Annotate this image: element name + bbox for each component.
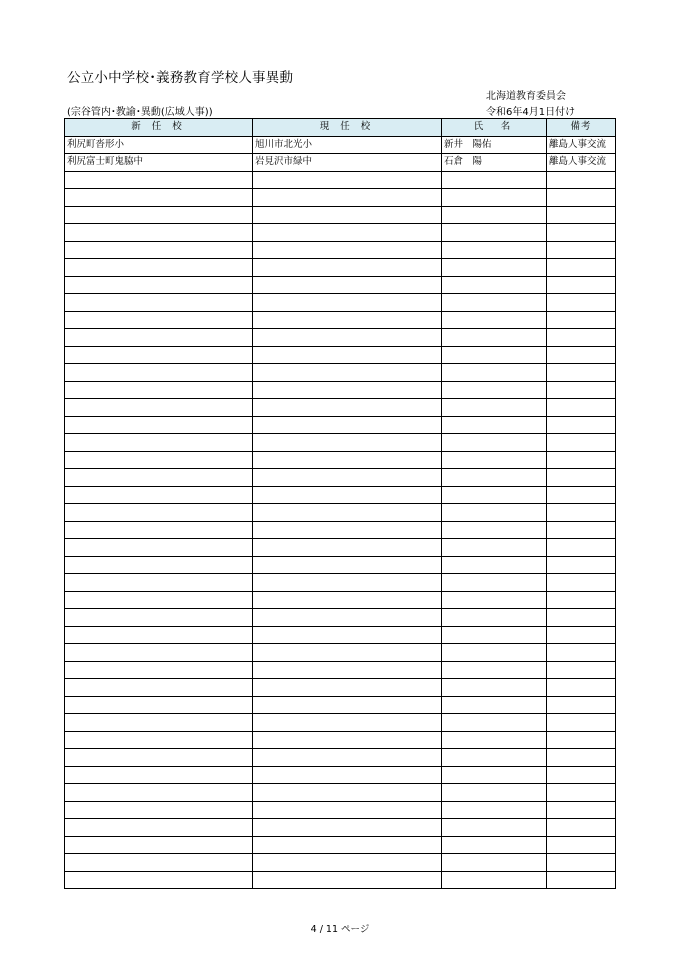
remarks-cell [547,521,616,539]
table-row [65,311,616,329]
name-cell [442,661,547,679]
table-row [65,224,616,242]
name-cell [442,591,547,609]
name-cell [442,784,547,802]
name-cell [442,434,547,452]
current-school-cell [253,206,442,224]
table-row [65,731,616,749]
name-cell [442,644,547,662]
remarks-cell [547,171,616,189]
new-school-cell [65,451,253,469]
name-cell [442,696,547,714]
name-cell [442,871,547,889]
name-cell [442,854,547,872]
current-school-cell [253,661,442,679]
name-cell [442,451,547,469]
document-title: 公立小中学校･義務教育学校人事異動 [67,70,294,86]
header-current-school: 現 任 校 [253,119,442,137]
current-school-cell [253,871,442,889]
remarks-cell [547,766,616,784]
header-remarks: 備考 [547,119,616,137]
remarks-cell [547,591,616,609]
remarks-cell [547,784,616,802]
new-school-cell [65,784,253,802]
new-school-cell [65,469,253,487]
current-school-cell [253,276,442,294]
table-row [65,679,616,697]
new-school-cell [65,574,253,592]
current-school-cell [253,451,442,469]
table-row [65,626,616,644]
new-school-cell [65,259,253,277]
current-school-cell [253,731,442,749]
current-school-cell: 岩見沢市緑中 [253,154,442,172]
table-row [65,451,616,469]
name-cell [442,679,547,697]
new-school-cell [65,416,253,434]
new-school-cell [65,539,253,557]
new-school-cell [65,276,253,294]
table-row [65,136,616,154]
table-row [65,206,616,224]
table-row [65,766,616,784]
new-school-cell [65,294,253,312]
name-cell [442,486,547,504]
remarks-cell [547,574,616,592]
new-school-cell [65,609,253,627]
remarks-cell [547,311,616,329]
current-school-cell [253,591,442,609]
current-school-cell [253,329,442,347]
table-row [65,556,616,574]
table-row [65,696,616,714]
new-school-cell [65,504,253,522]
table-row [65,644,616,662]
current-school-cell [253,556,442,574]
name-cell [442,801,547,819]
current-school-cell [253,259,442,277]
name-cell [442,819,547,837]
header-name: 氏 名 [442,119,547,137]
new-school-cell: 利尻富士町鬼脇中 [65,154,253,172]
remarks-cell [547,434,616,452]
current-school-cell [253,521,442,539]
new-school-cell [65,749,253,767]
current-school-cell [253,224,442,242]
table-row [65,504,616,522]
current-school-cell [253,819,442,837]
name-cell [442,626,547,644]
new-school-cell [65,819,253,837]
table-header-row [65,119,616,137]
name-cell [442,224,547,242]
name-cell [442,504,547,522]
new-school-cell [65,854,253,872]
new-school-cell [65,591,253,609]
name-cell [442,346,547,364]
table-row [65,469,616,487]
new-school-cell [65,364,253,382]
current-school-cell [253,346,442,364]
current-school-cell [253,836,442,854]
current-school-cell [253,294,442,312]
new-school-cell [65,241,253,259]
name-cell [442,329,547,347]
new-school-cell [65,346,253,364]
name-cell [442,311,547,329]
name-cell [442,381,547,399]
remarks-cell [547,346,616,364]
name-cell [442,399,547,417]
name-cell [442,836,547,854]
current-school-cell [253,749,442,767]
name-cell [442,259,547,277]
table-row [65,416,616,434]
remarks-cell [547,854,616,872]
current-school-cell [253,171,442,189]
new-school-cell [65,766,253,784]
new-school-cell [65,801,253,819]
table-row [65,276,616,294]
name-cell [442,556,547,574]
table-row [65,399,616,417]
new-school-cell [65,836,253,854]
new-school-cell [65,224,253,242]
remarks-cell [547,644,616,662]
remarks-cell [547,626,616,644]
remarks-cell: 離島人事交流 [547,154,616,172]
remarks-cell [547,364,616,382]
current-school-cell [253,364,442,382]
name-cell [442,766,547,784]
remarks-cell [547,661,616,679]
table-row [65,434,616,452]
new-school-cell [65,556,253,574]
remarks-cell [547,871,616,889]
new-school-cell [65,189,253,207]
name-cell: 新井 陽佑 [442,136,547,154]
name-cell [442,521,547,539]
remarks-cell [547,556,616,574]
name-cell [442,241,547,259]
document-subtitle: (宗谷管内･教諭･異動(広域人事)) [67,107,213,118]
name-cell [442,364,547,382]
current-school-cell [253,714,442,732]
remarks-cell [547,679,616,697]
current-school-cell [253,399,442,417]
new-school-cell [65,731,253,749]
table-row [65,329,616,347]
table-row [65,574,616,592]
name-cell [442,749,547,767]
name-cell [442,206,547,224]
name-cell [442,609,547,627]
current-school-cell [253,679,442,697]
current-school-cell [253,486,442,504]
remarks-cell [547,224,616,242]
effective-date: 令和6年4月1日付け [486,107,576,118]
name-cell [442,539,547,557]
new-school-cell [65,171,253,189]
table-row [65,801,616,819]
name-cell [442,276,547,294]
table-row [65,364,616,382]
table-row [65,539,616,557]
table-row [65,591,616,609]
remarks-cell [547,241,616,259]
table-row [65,749,616,767]
new-school-cell [65,661,253,679]
new-school-cell [65,714,253,732]
current-school-cell [253,434,442,452]
remarks-cell: 離島人事交流 [547,136,616,154]
remarks-cell [547,609,616,627]
remarks-cell [547,696,616,714]
remarks-cell [547,486,616,504]
table-row [65,661,616,679]
remarks-cell [547,451,616,469]
table-row [65,819,616,837]
new-school-cell [65,486,253,504]
remarks-cell [547,749,616,767]
page-number: 4 / 11 ページ [310,924,370,935]
issuer: 北海道教育委員会 [486,91,566,102]
new-school-cell [65,434,253,452]
name-cell [442,714,547,732]
table-row [65,871,616,889]
name-cell [442,469,547,487]
table-row [65,521,616,539]
current-school-cell [253,539,442,557]
current-school-cell [253,311,442,329]
current-school-cell [253,626,442,644]
name-cell [442,294,547,312]
new-school-cell [65,521,253,539]
current-school-cell [253,644,442,662]
current-school-cell [253,854,442,872]
table-row [65,714,616,732]
current-school-cell [253,801,442,819]
remarks-cell [547,504,616,522]
table-row [65,486,616,504]
remarks-cell [547,399,616,417]
remarks-cell [547,259,616,277]
current-school-cell [253,766,442,784]
name-cell [442,416,547,434]
new-school-cell [65,311,253,329]
new-school-cell [65,644,253,662]
new-school-cell [65,206,253,224]
name-cell [442,189,547,207]
name-cell [442,731,547,749]
table-row [65,609,616,627]
table-row [65,259,616,277]
new-school-cell: 利尻町沓形小 [65,136,253,154]
remarks-cell [547,731,616,749]
remarks-cell [547,836,616,854]
current-school-cell [253,574,442,592]
current-school-cell [253,241,442,259]
table-row [65,154,616,172]
current-school-cell [253,784,442,802]
remarks-cell [547,714,616,732]
remarks-cell [547,206,616,224]
name-cell [442,574,547,592]
table-row [65,294,616,312]
table-row [65,854,616,872]
remarks-cell [547,276,616,294]
table-row [65,346,616,364]
table-row [65,784,616,802]
remarks-cell [547,416,616,434]
new-school-cell [65,871,253,889]
remarks-cell [547,469,616,487]
header-new-school: 新 任 校 [65,119,253,137]
new-school-cell [65,679,253,697]
remarks-cell [547,819,616,837]
new-school-cell [65,381,253,399]
remarks-cell [547,329,616,347]
remarks-cell [547,294,616,312]
table-row [65,381,616,399]
remarks-cell [547,801,616,819]
remarks-cell [547,189,616,207]
current-school-cell [253,189,442,207]
table-row [65,241,616,259]
current-school-cell [253,416,442,434]
current-school-cell [253,381,442,399]
current-school-cell [253,609,442,627]
new-school-cell [65,399,253,417]
table-row [65,189,616,207]
name-cell: 石倉 陽 [442,154,547,172]
current-school-cell [253,504,442,522]
remarks-cell [547,539,616,557]
new-school-cell [65,696,253,714]
table-row [65,836,616,854]
current-school-cell [253,696,442,714]
new-school-cell [65,626,253,644]
remarks-cell [547,381,616,399]
new-school-cell [65,329,253,347]
current-school-cell [253,469,442,487]
current-school-cell: 旭川市北光小 [253,136,442,154]
name-cell [442,171,547,189]
personnel-table [64,118,616,889]
table-row [65,171,616,189]
